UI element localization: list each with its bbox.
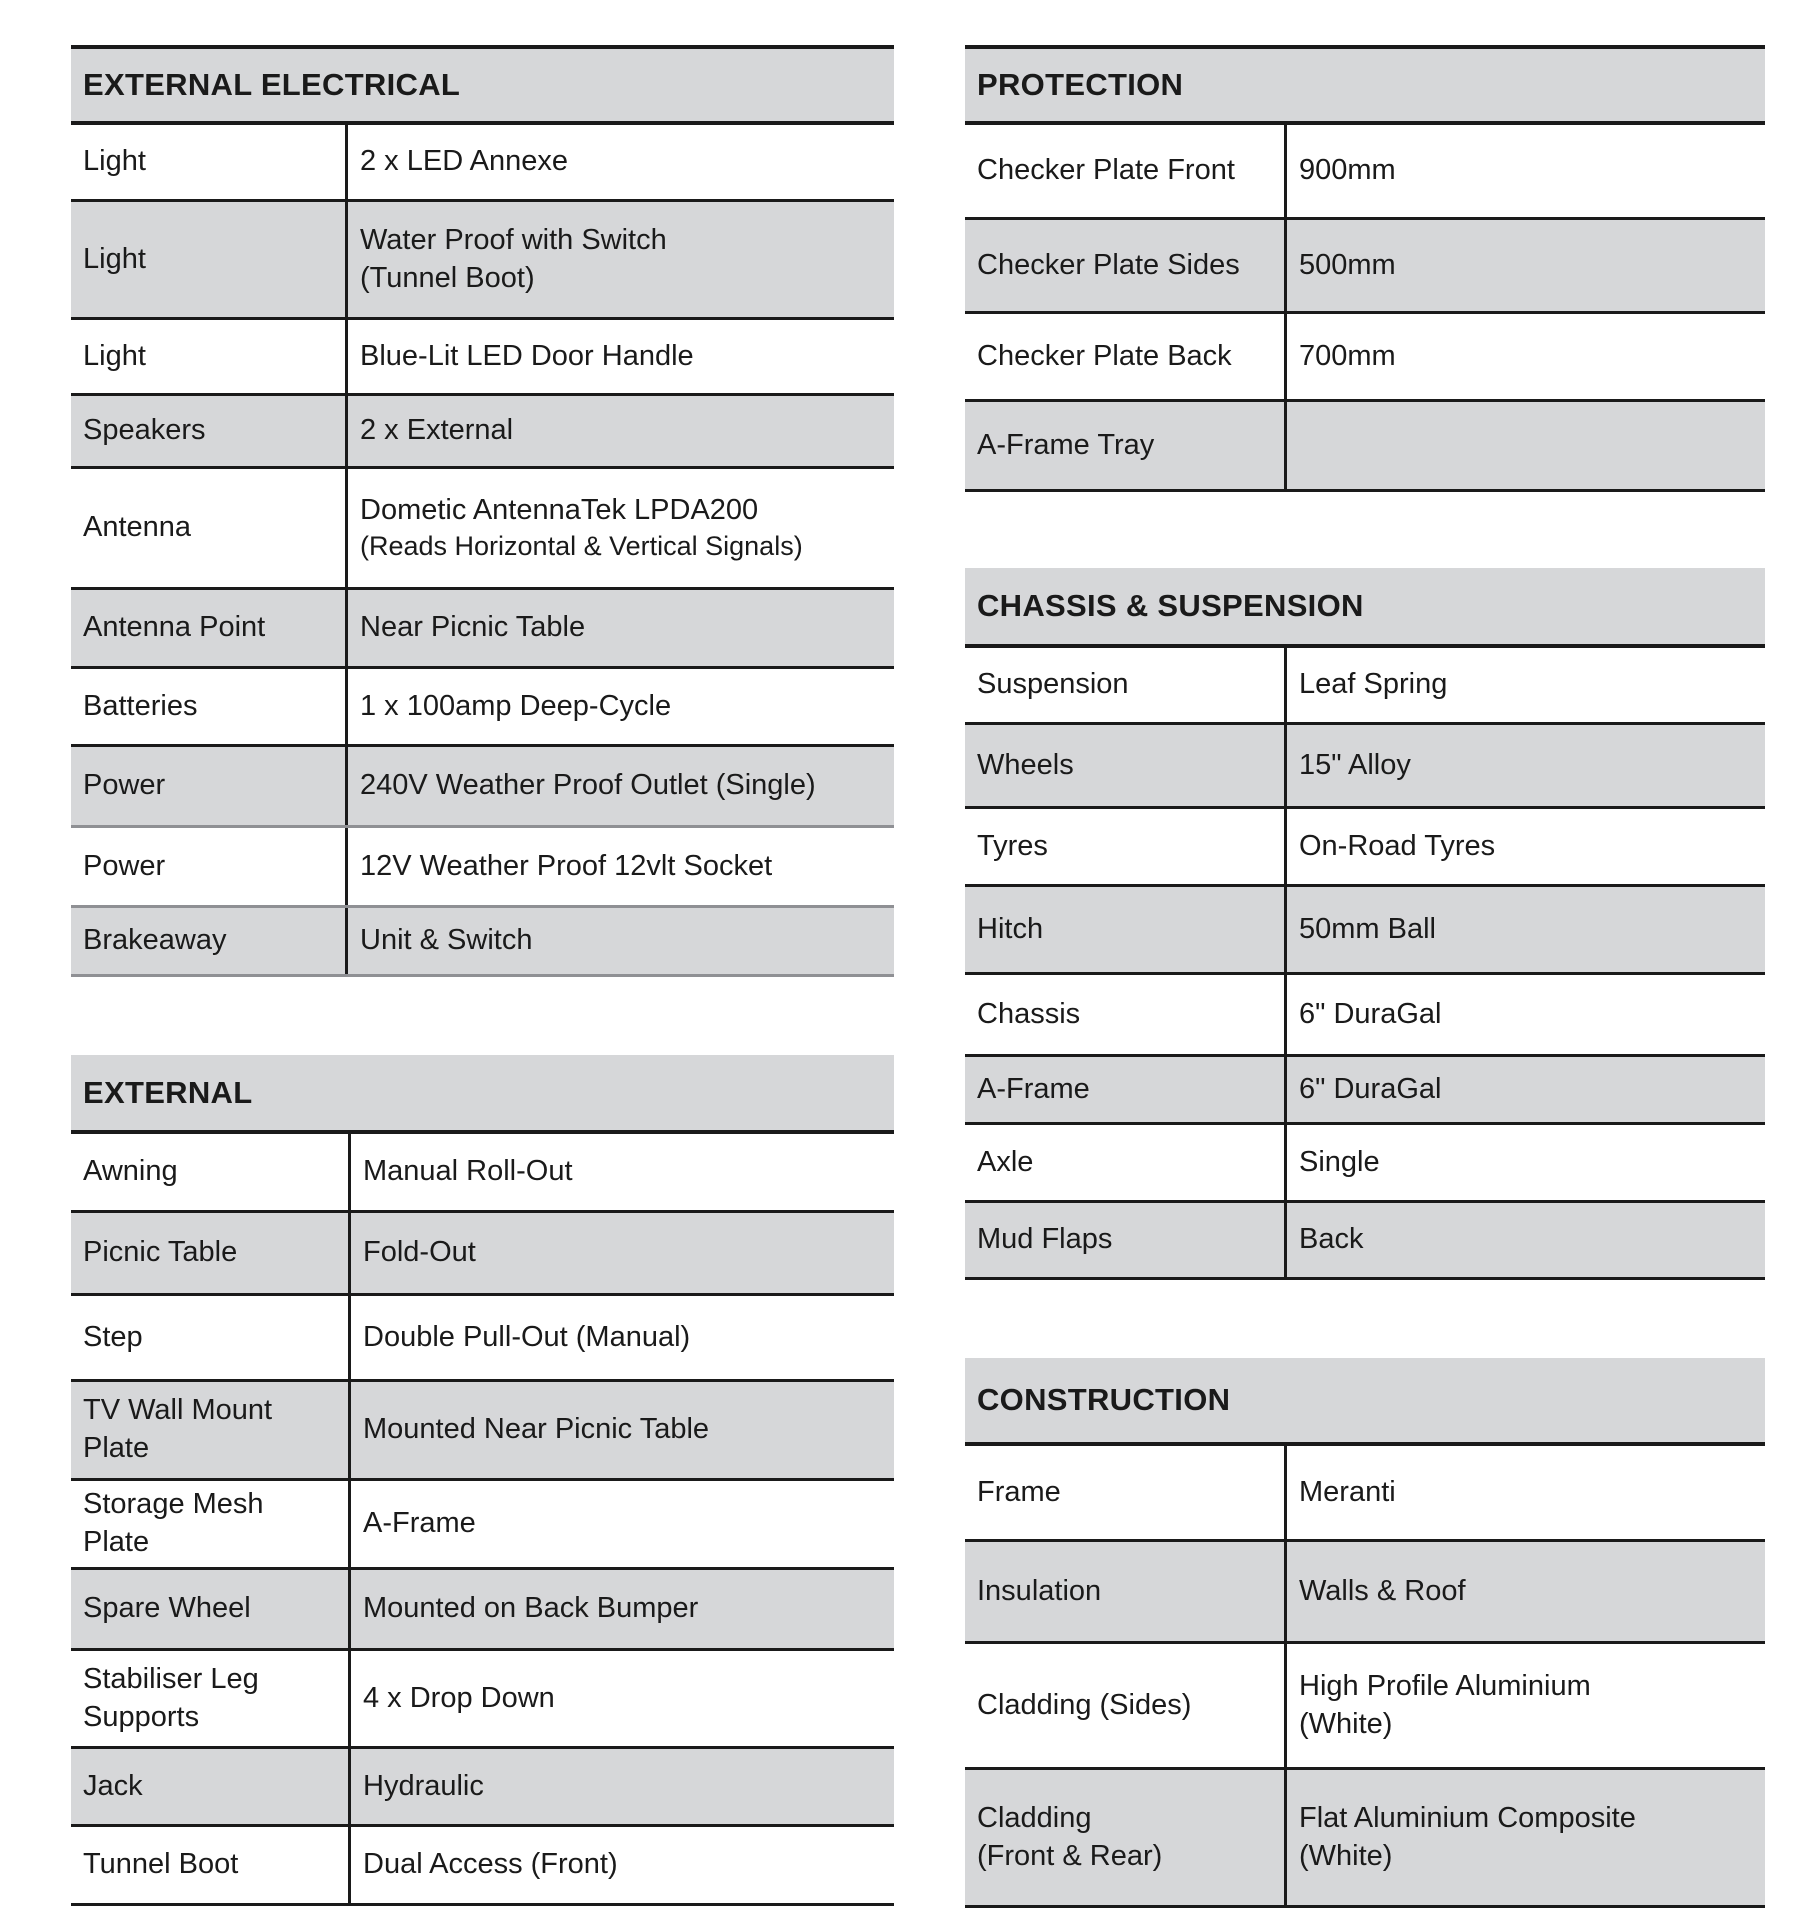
row-value-line: (White) (1299, 1707, 1393, 1740)
row-label: Checker Plate Sides (965, 220, 1287, 311)
table-row (965, 220, 1765, 314)
row-value: Back (1299, 1223, 1364, 1256)
table-row (965, 1770, 1765, 1908)
table-row (965, 1057, 1765, 1125)
row-value-line: Dometic AntennaTek LPDA200 (360, 493, 759, 526)
row-value-line: Flat Aluminium Composite (1299, 1801, 1636, 1834)
table-row (965, 1446, 1765, 1542)
row-value: A-Frame (363, 1507, 476, 1540)
row-label: Light (71, 202, 348, 317)
table-row (71, 747, 894, 828)
table-row (965, 402, 1765, 492)
row-value: Double Pull-Out (Manual) (363, 1320, 691, 1353)
row-label: Hitch (965, 887, 1287, 972)
row-label: A-Frame (965, 1057, 1287, 1122)
chassis-suspension-table (965, 568, 1765, 1280)
row-label: Axle (965, 1125, 1287, 1200)
row-label-line: (Front & Rear) (977, 1839, 1163, 1872)
table-row (965, 1542, 1765, 1644)
row-value: 4 x Drop Down (363, 1681, 555, 1714)
row-label: Light (71, 320, 348, 393)
table-row (965, 1125, 1765, 1203)
table-row (71, 908, 894, 977)
row-label-line: Stabiliser Leg (83, 1662, 259, 1695)
row-label: Insulation (965, 1542, 1287, 1641)
row-value: 2 x External (360, 414, 514, 447)
table-row (71, 396, 894, 469)
row-value: 700mm (1299, 339, 1396, 372)
row-label: Wheels (965, 725, 1287, 806)
row-label-line: TV Wall Mount (83, 1394, 273, 1427)
row-label: Picnic Table (71, 1213, 351, 1293)
table-row (965, 975, 1765, 1057)
row-label-line: Plate (83, 1526, 150, 1558)
row-label: Cladding (Sides) (965, 1644, 1287, 1767)
row-value: 12V Weather Proof 12vlt Socket (360, 849, 773, 882)
row-label-line: Cladding (977, 1801, 1092, 1834)
row-value: Fold-Out (363, 1236, 476, 1269)
table-row (71, 1134, 894, 1213)
row-label: Speakers (71, 396, 348, 466)
section-title-protection: PROTECTION (965, 45, 1765, 125)
row-value (1287, 1770, 1765, 1905)
row-value: Mounted Near Picnic Table (363, 1413, 710, 1446)
row-label: Suspension (965, 648, 1287, 722)
row-value: 1 x 100amp Deep-Cycle (360, 689, 672, 722)
row-label: Brakeaway (71, 908, 348, 974)
table-row (71, 1382, 894, 1481)
row-value-line: (White) (1299, 1839, 1393, 1872)
row-value: 2 x LED Annexe (360, 145, 568, 178)
row-label: Antenna Point (71, 590, 348, 666)
row-value: Leaf Spring (1299, 668, 1448, 701)
row-label: Checker Plate Back (965, 314, 1287, 399)
row-value: Near Picnic Table (360, 611, 586, 644)
table-row (965, 314, 1765, 402)
row-label: Checker Plate Front (965, 125, 1287, 217)
row-value: 900mm (1299, 154, 1396, 187)
table-row (71, 669, 894, 747)
row-label: Power (71, 747, 348, 825)
table-row (71, 1213, 894, 1296)
row-value: Hydraulic (363, 1769, 484, 1802)
row-label: Tunnel Boot (71, 1827, 351, 1903)
row-label: A-Frame Tray (965, 402, 1287, 489)
row-value: 50mm Ball (1299, 912, 1436, 945)
row-label: Tyres (965, 809, 1287, 884)
row-label: Frame (965, 1446, 1287, 1539)
row-value (348, 469, 894, 587)
row-value: Unit & Switch (360, 924, 533, 957)
row-label: Step (71, 1296, 351, 1379)
table-row (965, 1644, 1765, 1770)
row-label: Light (71, 125, 348, 199)
table-row (71, 469, 894, 590)
row-value-line: Water Proof with Switch (360, 223, 667, 256)
row-label: Mud Flaps (965, 1203, 1287, 1277)
table-row (71, 1570, 894, 1651)
row-value-line: High Profile Aluminium (1299, 1669, 1591, 1702)
row-label-line: Plate (83, 1432, 150, 1464)
table-row (71, 320, 894, 396)
external-electrical-table (71, 45, 894, 977)
section-title-external: EXTERNAL (71, 1055, 894, 1134)
row-label: Power (71, 828, 348, 905)
construction-table (965, 1358, 1765, 1908)
table-row (71, 1749, 894, 1827)
row-label-line: Supports (83, 1700, 200, 1733)
row-value (1287, 402, 1765, 489)
section-title-external-electrical: EXTERNAL ELECTRICAL (71, 45, 894, 125)
table-row (71, 1651, 894, 1749)
row-value: Meranti (1299, 1475, 1396, 1508)
external-table (71, 1055, 894, 1906)
row-value: 15" Alloy (1299, 748, 1411, 781)
table-row (71, 1296, 894, 1382)
table-row (71, 1827, 894, 1906)
row-value: 6" DuraGal (1299, 1072, 1442, 1105)
row-value: Walls & Roof (1299, 1574, 1466, 1607)
row-value-line: (Tunnel Boot) (360, 261, 535, 294)
row-value: Dual Access (Front) (363, 1848, 618, 1881)
table-row (71, 1481, 894, 1570)
row-label (71, 1481, 351, 1567)
row-label: Batteries (71, 669, 348, 744)
row-value: 240V Weather Proof Outlet (Single) (360, 769, 816, 802)
row-value: Single (1299, 1145, 1380, 1178)
table-row (965, 1203, 1765, 1280)
protection-table (965, 45, 1765, 492)
row-label: Chassis (965, 975, 1287, 1054)
table-row (965, 887, 1765, 975)
row-value: 500mm (1299, 248, 1396, 281)
row-value (1287, 1644, 1765, 1767)
row-label (71, 1382, 351, 1478)
table-row (71, 590, 894, 669)
row-value: Blue-Lit LED Door Handle (360, 339, 694, 372)
row-value-line: (Reads Horizontal & Vertical Signals) (360, 531, 803, 562)
row-label: Awning (71, 1134, 351, 1210)
table-row (71, 125, 894, 202)
table-row (71, 202, 894, 320)
row-value (348, 202, 894, 317)
row-value: 6" DuraGal (1299, 997, 1442, 1030)
table-row (965, 125, 1765, 220)
row-label: Antenna (71, 469, 348, 587)
row-value: Mounted on Back Bumper (363, 1592, 699, 1625)
row-value: Manual Roll-Out (363, 1155, 573, 1188)
table-row (965, 648, 1765, 725)
table-row (965, 725, 1765, 809)
row-label (965, 1770, 1287, 1905)
row-label-line: Storage Mesh (83, 1488, 264, 1521)
row-label (71, 1651, 351, 1746)
table-row (965, 809, 1765, 887)
row-label: Spare Wheel (71, 1570, 351, 1648)
table-row (71, 828, 894, 908)
section-title-construction: CONSTRUCTION (965, 1358, 1765, 1446)
row-value: On-Road Tyres (1299, 829, 1496, 862)
row-label: Jack (71, 1749, 351, 1824)
section-title-chassis-suspension: CHASSIS & SUSPENSION (965, 568, 1765, 648)
